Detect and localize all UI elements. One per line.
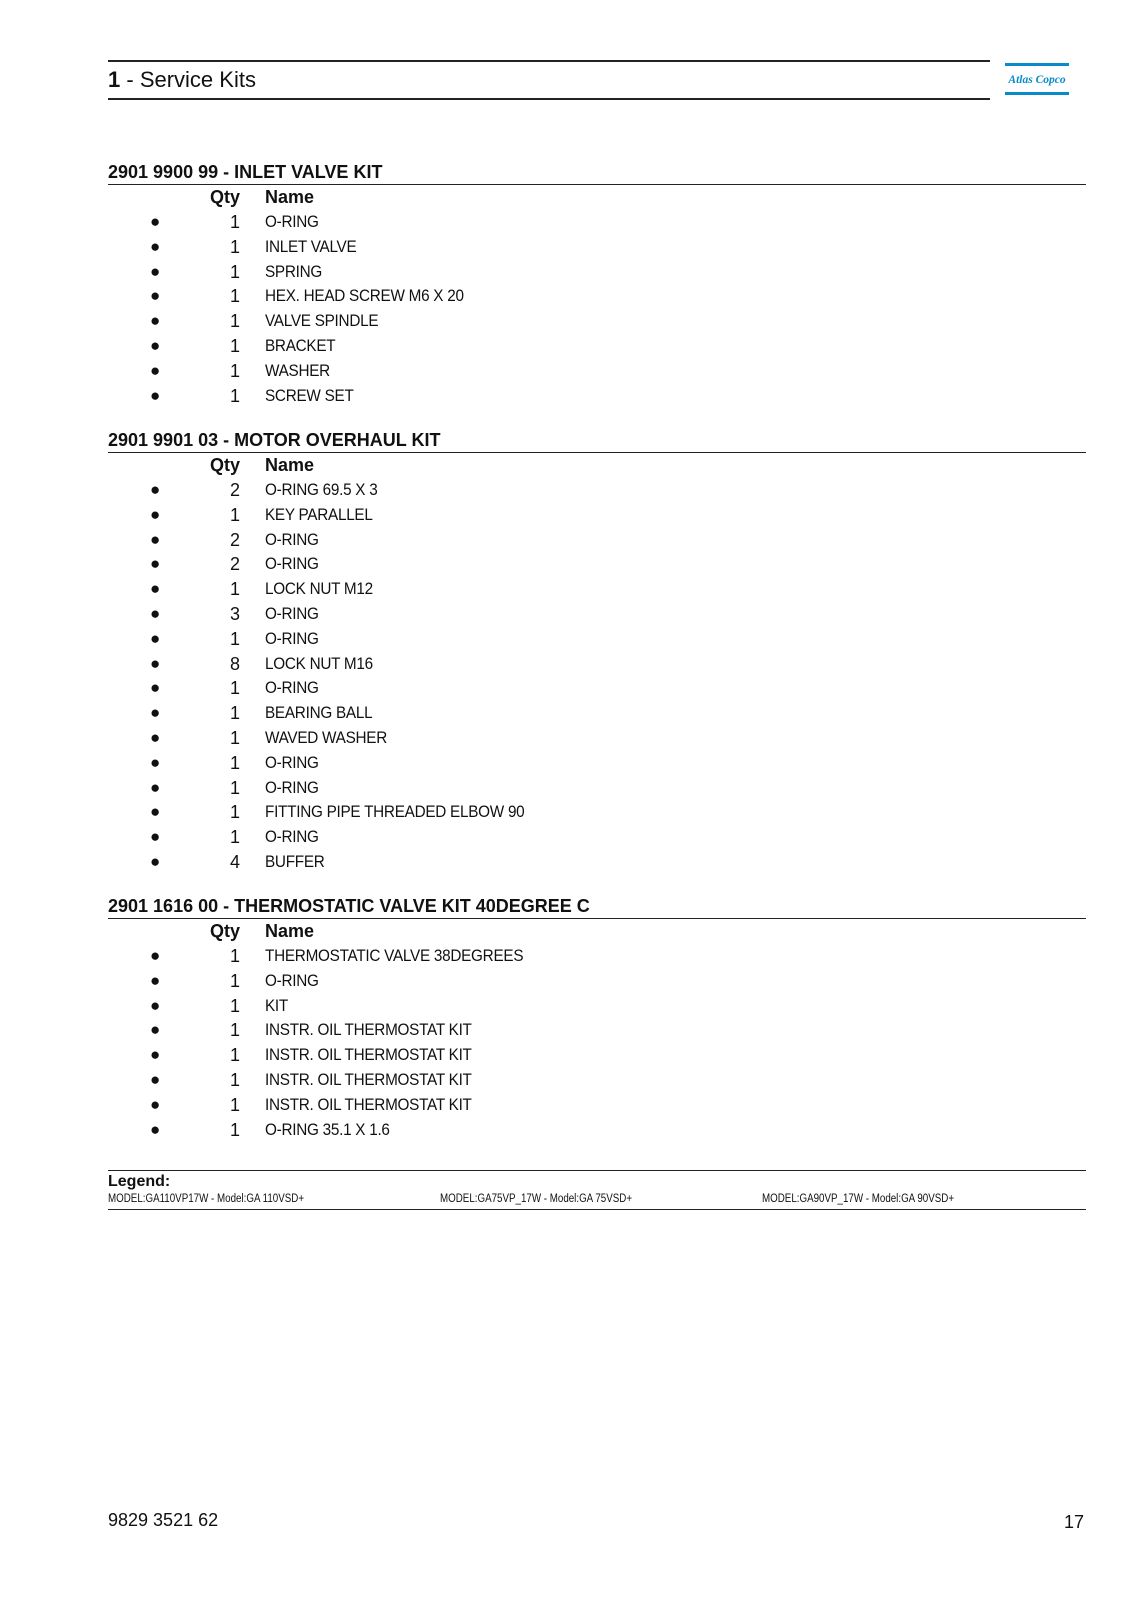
kit-item-row	[108, 726, 1086, 751]
bullet-icon: ●	[150, 212, 161, 231]
kit-item-row	[108, 235, 1086, 260]
bullet-icon: ●	[150, 554, 161, 574]
kit-item-row	[108, 478, 1086, 503]
kit-title: 2901 1616 00 - THERMOSTATIC VALVE KIT 40DEGREE C	[108, 894, 1086, 919]
bullet-icon: ●	[150, 851, 161, 871]
item-name: INSTR. OIL THERMOSTAT KIT	[265, 1045, 472, 1065]
item-name: O-RING	[265, 827, 319, 847]
item-name: O-RING	[265, 603, 319, 623]
item-qty: 4	[229, 851, 240, 872]
bullet-icon: ●	[150, 727, 161, 747]
item-qty: 1	[229, 970, 240, 991]
kit-item-row	[108, 627, 1086, 652]
qty-header: Qty	[209, 187, 240, 207]
item-name: BRACKET	[265, 335, 336, 355]
bullet-icon: ●	[150, 703, 161, 723]
bullet-icon: ●	[150, 360, 161, 380]
item-qty: 1	[229, 261, 240, 282]
item-name: LOCK NUT M16	[265, 653, 373, 673]
bullet-icon: ●	[150, 529, 161, 549]
item-name: INSTR. OIL THERMOSTAT KIT	[265, 1020, 472, 1040]
kit-item-row	[108, 701, 1086, 726]
item-name: INSTR. OIL THERMOSTAT KIT	[265, 1094, 472, 1114]
kit-item-row	[108, 652, 1086, 677]
item-qty: 1	[229, 1119, 240, 1140]
bullet-icon: ●	[150, 946, 161, 965]
kit-item-row	[108, 1118, 1086, 1143]
bullet-icon: ●	[150, 1069, 161, 1089]
kit-title: 2901 9901 03 - MOTOR OVERHAUL KIT	[108, 428, 1086, 453]
item-name: O-RING	[265, 678, 319, 698]
item-qty: 1	[229, 212, 240, 232]
kit-item-row	[108, 577, 1086, 602]
item-qty: 3	[229, 603, 240, 624]
kit-item-row	[108, 528, 1086, 553]
item-name: VALVE SPINDLE	[265, 311, 379, 331]
bullet-icon: ●	[150, 752, 161, 772]
item-qty: 1	[229, 1020, 240, 1041]
bullet-icon: ●	[150, 504, 161, 524]
kit-item-list	[108, 944, 1086, 1142]
kit-item-row	[108, 334, 1086, 359]
bullet-icon: ●	[150, 1045, 161, 1065]
item-name: BEARING BALL	[265, 703, 373, 723]
kit-item-list	[108, 210, 1086, 408]
kit-item-row	[108, 1043, 1086, 1068]
item-name: WASHER	[265, 360, 330, 380]
item-name: SCREW SET	[265, 385, 354, 405]
legend-model: MODEL:GA75VP_17W - Model:GA 75VSD+	[440, 1193, 633, 1205]
kit-item-row	[108, 825, 1086, 850]
item-name: FITTING PIPE THREADED ELBOW 90	[265, 802, 525, 822]
item-qty: 1	[229, 1094, 240, 1115]
kit-item-row	[108, 602, 1086, 627]
item-name: BUFFER	[265, 851, 325, 871]
kit-item-row	[108, 260, 1086, 285]
chapter-title: Service Kits	[139, 67, 256, 92]
page-title	[108, 67, 256, 93]
kit-item-row	[108, 210, 1086, 235]
item-qty: 1	[229, 504, 240, 525]
kit-item-row	[108, 1093, 1086, 1118]
kit-item-row	[108, 994, 1086, 1019]
name-header: Name	[265, 187, 315, 207]
column-header	[108, 453, 1086, 478]
item-qty: 1	[229, 1045, 240, 1066]
item-qty: 2	[229, 554, 240, 575]
item-qty: 1	[229, 579, 240, 600]
item-qty: 1	[229, 628, 240, 649]
name-header: Name	[265, 921, 315, 941]
bullet-icon: ●	[150, 1020, 161, 1040]
kit-item-row	[108, 776, 1086, 801]
atlas-copco-logo	[1005, 63, 1069, 95]
legend	[108, 1170, 1086, 1210]
item-name: O-RING	[265, 554, 319, 574]
item-name: SPRING	[265, 261, 323, 281]
name-header: Name	[265, 455, 315, 475]
item-name: O-RING	[265, 529, 319, 549]
item-qty: 1	[229, 360, 240, 381]
item-qty: 1	[229, 752, 240, 773]
logo-text: Atlas Copco	[1008, 74, 1066, 86]
legend-title: Legend:	[108, 1173, 171, 1190]
item-name: O-RING 69.5 X 3	[265, 480, 378, 499]
item-name: O-RING	[265, 628, 319, 648]
item-qty: 1	[229, 946, 240, 966]
title-separator: -	[120, 67, 140, 92]
bullet-icon: ●	[150, 1094, 161, 1114]
item-name: LOCK NUT M12	[265, 579, 373, 599]
document-number: 9829 3521 62	[108, 1510, 219, 1530]
item-qty: 1	[229, 995, 240, 1016]
kit-item-row	[108, 944, 1086, 969]
item-name: INLET VALVE	[265, 236, 357, 256]
item-name: KEY PARALLEL	[265, 504, 373, 524]
page-header	[108, 60, 990, 100]
bullet-icon: ●	[150, 335, 161, 355]
chapter-number: 1	[108, 67, 121, 92]
kit-item-row	[108, 850, 1086, 875]
item-qty: 1	[229, 385, 240, 406]
item-name: O-RING	[265, 777, 319, 797]
item-name: KIT	[265, 995, 288, 1015]
kit-item-row	[108, 969, 1086, 994]
item-qty: 8	[229, 653, 240, 674]
bullet-icon: ●	[150, 385, 161, 405]
kit-item-row	[108, 800, 1086, 825]
item-qty: 2	[229, 480, 240, 500]
item-qty: 1	[229, 727, 240, 748]
column-header	[108, 185, 1086, 210]
item-name: HEX. HEAD SCREW M6 X 20	[265, 286, 464, 306]
bullet-icon: ●	[150, 802, 161, 822]
bullet-icon: ●	[150, 970, 161, 990]
qty-header: Qty	[209, 455, 240, 475]
item-qty: 1	[229, 777, 240, 798]
item-qty: 1	[229, 286, 240, 307]
item-name: WAVED WASHER	[265, 727, 388, 747]
item-qty: 1	[229, 311, 240, 332]
item-name: INSTR. OIL THERMOSTAT KIT	[265, 1069, 472, 1089]
bullet-icon: ●	[150, 236, 161, 256]
legend-model: MODEL:GA110VP17W - Model:GA 110VSD+	[108, 1193, 305, 1205]
kit-item-row	[108, 552, 1086, 577]
bullet-icon: ●	[150, 480, 161, 499]
page-number: 17	[1063, 1512, 1084, 1532]
bullet-icon: ●	[150, 579, 161, 599]
item-qty: 1	[229, 678, 240, 699]
item-name: THERMOSTATIC VALVE 38DEGREES	[265, 946, 524, 965]
bullet-icon: ●	[150, 653, 161, 673]
legend-model: MODEL:GA90VP_17W - Model:GA 90VSD+	[762, 1193, 955, 1205]
kit-item-row	[108, 1018, 1086, 1043]
bullet-icon: ●	[150, 995, 161, 1015]
kit-item-list	[108, 478, 1086, 875]
bullet-icon: ●	[150, 1119, 161, 1139]
item-name: O-RING 35.1 X 1.6	[265, 1119, 390, 1139]
bullet-icon: ●	[150, 603, 161, 623]
bullet-icon: ●	[150, 678, 161, 698]
bullet-icon: ●	[150, 628, 161, 648]
bullet-icon: ●	[150, 777, 161, 797]
bullet-icon: ●	[150, 261, 161, 281]
kit-section	[108, 160, 1086, 408]
item-name: O-RING	[265, 752, 319, 772]
kit-item-row	[108, 503, 1086, 528]
kit-item-row	[108, 384, 1086, 409]
kit-item-row	[108, 284, 1086, 309]
bullet-icon: ●	[150, 311, 161, 331]
kit-section	[108, 894, 1086, 1142]
item-name: O-RING	[265, 212, 319, 231]
item-qty: 1	[229, 236, 240, 257]
item-name: O-RING	[265, 970, 319, 990]
item-qty: 1	[229, 1069, 240, 1090]
item-qty: 2	[229, 529, 240, 550]
kit-item-row	[108, 309, 1086, 334]
kit-title: 2901 9900 99 - INLET VALVE KIT	[108, 160, 1086, 185]
item-qty: 1	[229, 703, 240, 724]
item-qty: 1	[229, 827, 240, 848]
qty-header: Qty	[209, 921, 240, 941]
kit-item-row	[108, 676, 1086, 701]
kit-item-row	[108, 359, 1086, 384]
item-qty: 1	[229, 335, 240, 356]
bullet-icon: ●	[150, 286, 161, 306]
kit-item-row	[108, 751, 1086, 776]
item-qty: 1	[229, 802, 240, 823]
kit-item-row	[108, 1068, 1086, 1093]
bullet-icon: ●	[150, 827, 161, 847]
column-header	[108, 919, 1086, 944]
kit-section	[108, 428, 1086, 875]
